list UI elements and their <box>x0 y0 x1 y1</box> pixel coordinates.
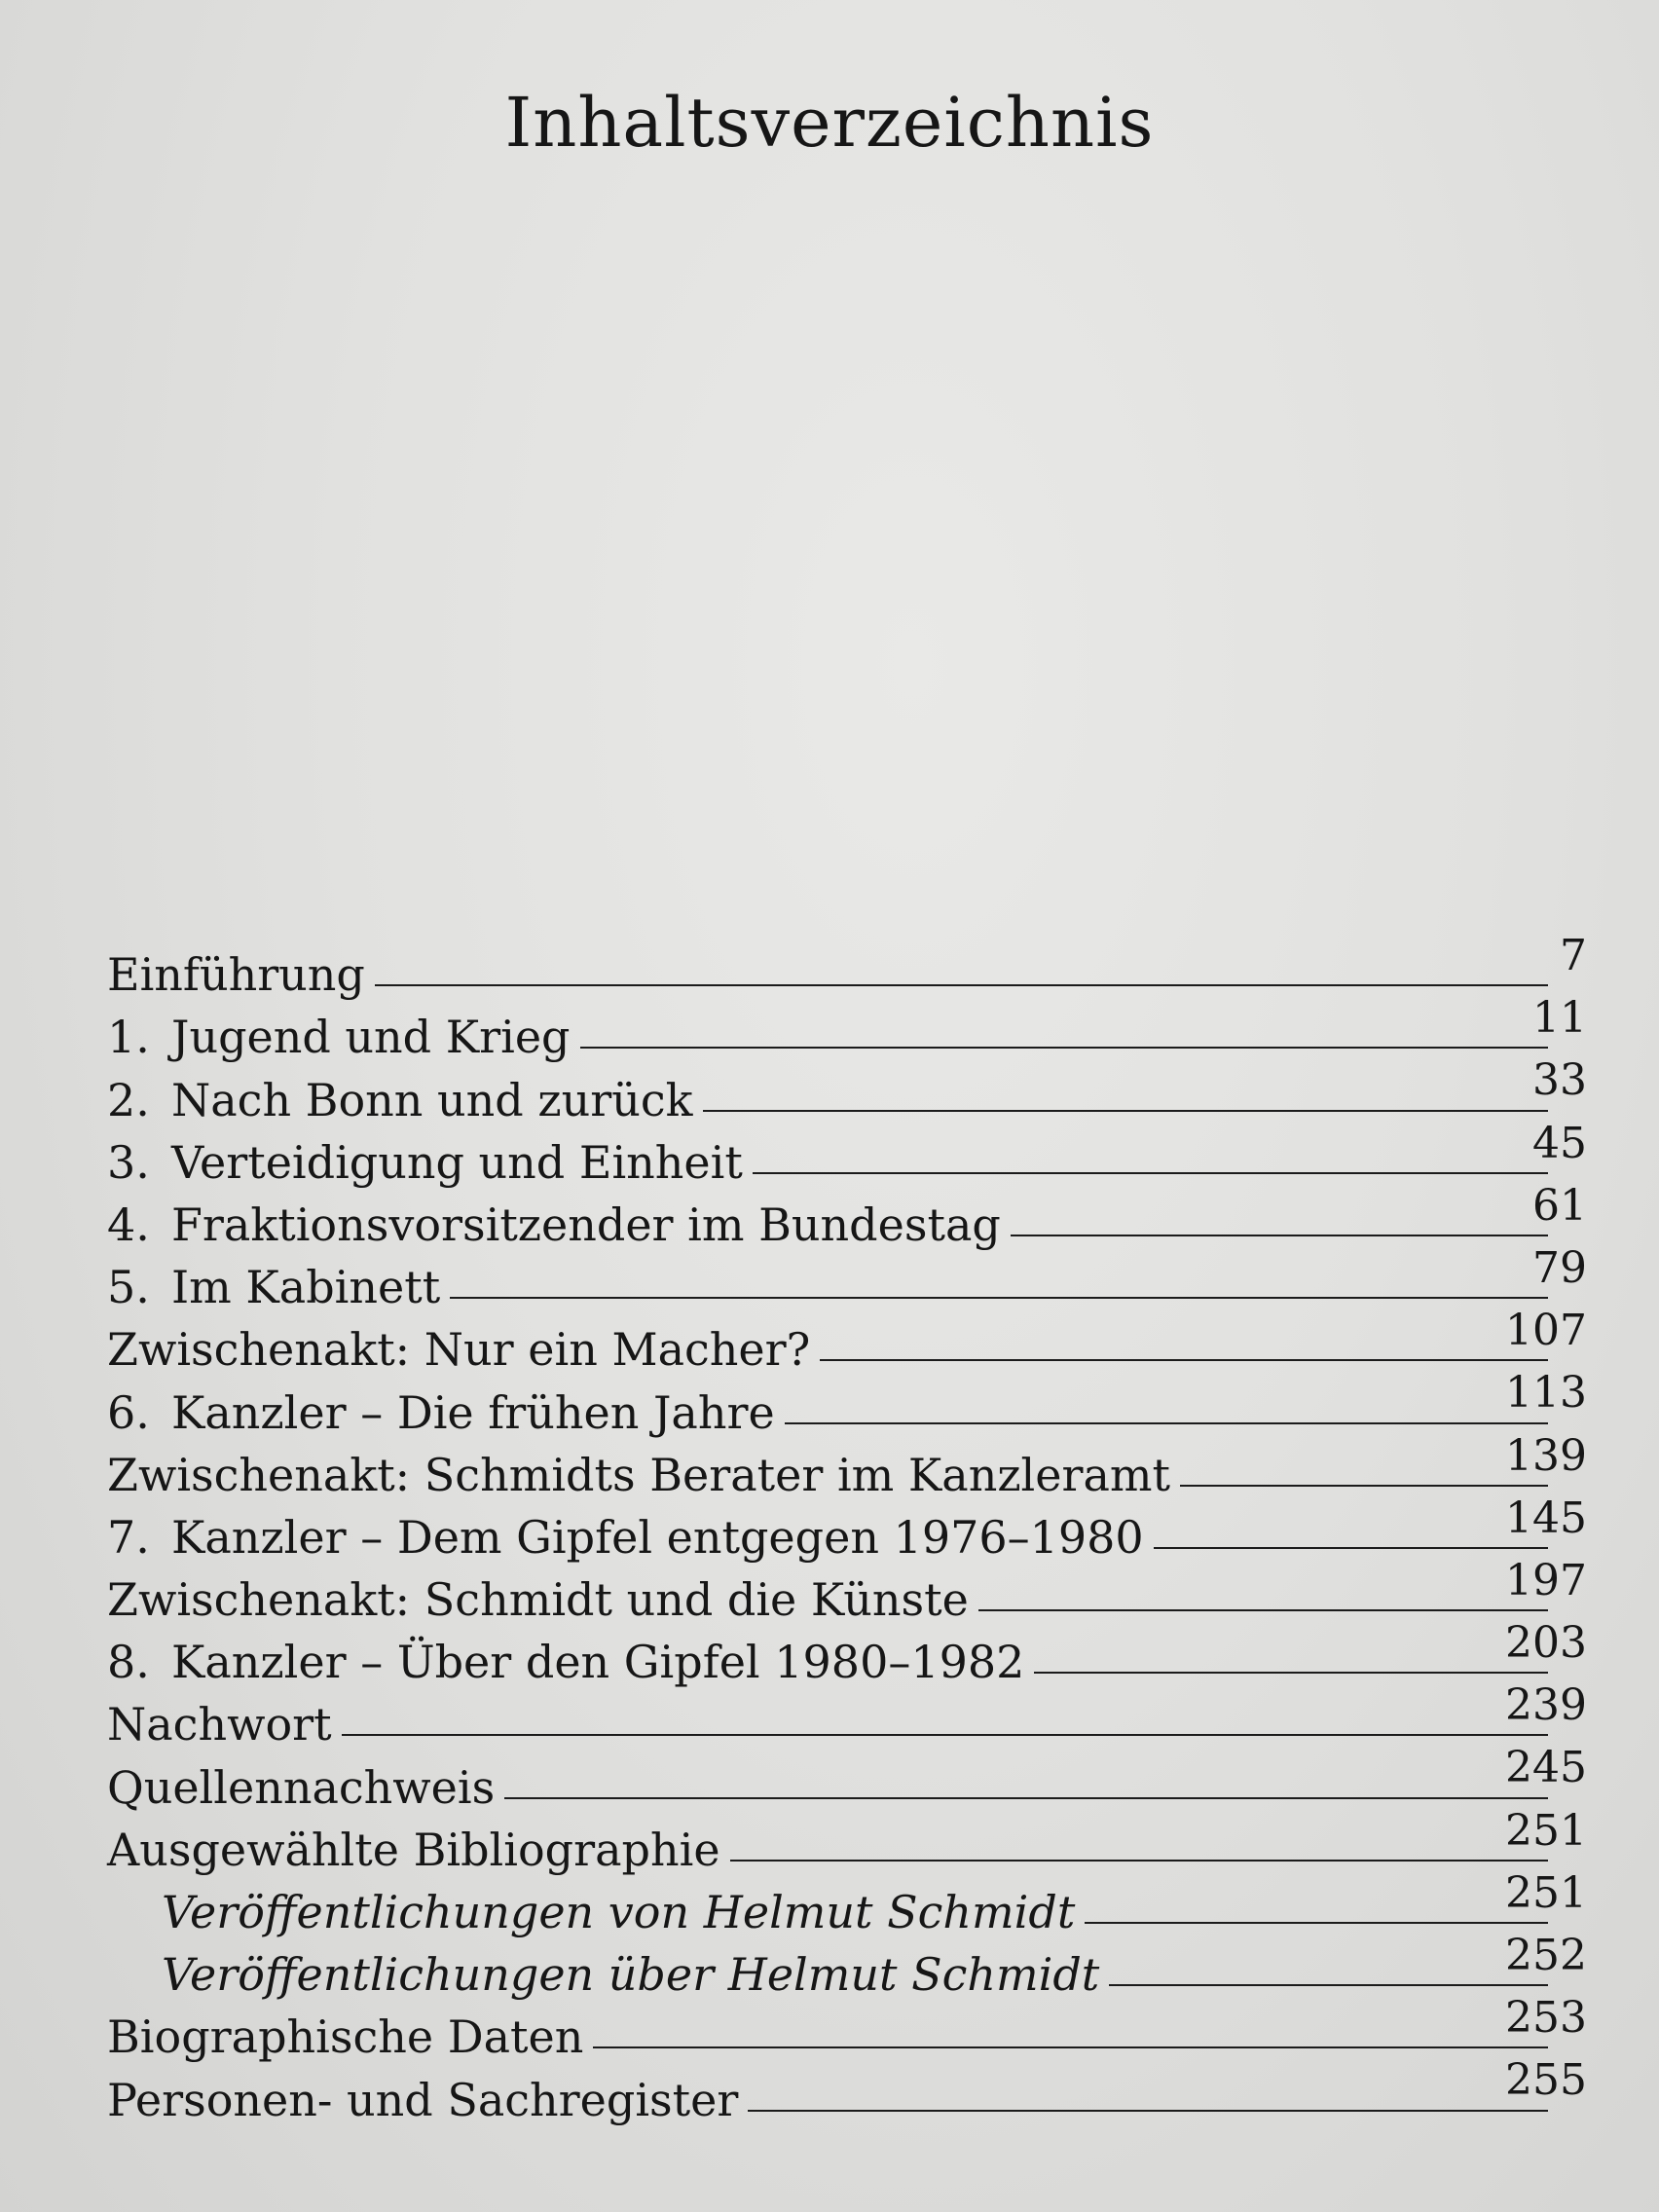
toc-leader-line <box>753 1172 1548 1174</box>
toc-entry <box>107 1242 1587 1314</box>
toc-entry <box>107 1055 1587 1126</box>
toc-entry-page: 251 <box>1505 1867 1587 1918</box>
toc-entry-page: 145 <box>1505 1493 1587 1543</box>
toc-entry-title: Fraktionsvorsitzender im Bundestag <box>171 1198 1001 1251</box>
toc-entry <box>107 1430 1587 1501</box>
toc-entry <box>107 1493 1587 1564</box>
toc-leader-line <box>580 1047 1549 1049</box>
toc-entry-page: 239 <box>1505 1680 1587 1731</box>
toc-entry-title: Quellennachweis <box>107 1760 496 1814</box>
toc-entry-title: Kanzler – Über den Gipfel 1980–1982 <box>171 1636 1025 1689</box>
toc-leader-line <box>820 1359 1548 1361</box>
toc-entry-page: 79 <box>1532 1242 1587 1293</box>
toc-entry-page: 245 <box>1505 1743 1587 1793</box>
toc-entry-title: Einführung <box>107 948 365 1002</box>
toc-entry-number: 7. <box>107 1510 150 1564</box>
toc-entry-title: Zwischenakt: Schmidt und die Künste <box>107 1573 969 1627</box>
toc-leader-line <box>730 1860 1548 1862</box>
toc-entry-title: Kanzler – Dem Gipfel entgegen 1976–1980 <box>171 1510 1144 1564</box>
toc-entry <box>107 1555 1587 1627</box>
toc-leader-line <box>1109 1984 1548 1986</box>
toc-entry-page: 45 <box>1532 1118 1587 1168</box>
toc-leader-line <box>593 2046 1548 2048</box>
toc-leader-line <box>703 1110 1549 1112</box>
toc-entry <box>107 1618 1587 1689</box>
toc-entry-title: Jugend und Krieg <box>171 1011 571 1064</box>
toc-entry-title: Nach Bonn und zurück <box>171 1073 693 1126</box>
toc-leader-line <box>342 1734 1548 1736</box>
toc-entry-title: Biographische Daten <box>107 2010 584 2064</box>
toc-list <box>107 931 1587 2126</box>
toc-entry-number: 3. <box>107 1135 150 1189</box>
toc-entry <box>107 1306 1587 1377</box>
toc-leader-line <box>1085 1922 1548 1924</box>
toc-leader-line <box>978 1609 1548 1611</box>
toc-entry-page: 255 <box>1505 2055 1587 2106</box>
toc-entry <box>107 1993 1587 2064</box>
toc-entry-page: 7 <box>1560 931 1587 980</box>
toc-entry-title: Im Kabinett <box>171 1261 441 1314</box>
toc-entry <box>107 1805 1587 1876</box>
toc-entry <box>107 993 1587 1064</box>
toc-entry-page: 203 <box>1505 1618 1587 1669</box>
toc-entry-title: Nachwort <box>107 1698 332 1751</box>
toc-entry-title: Veröffentlichungen von Helmut Schmidt <box>162 1886 1076 1938</box>
toc-leader-line <box>1011 1235 1548 1236</box>
toc-entry <box>107 1743 1587 1814</box>
toc-entry-title: Verteidigung und Einheit <box>171 1135 743 1189</box>
page-title: Inhaltsverzeichnis <box>504 82 1155 163</box>
toc-entry-title: Personen- und Sachregister <box>107 2073 739 2126</box>
toc-entry-number: 5. <box>107 1261 150 1314</box>
toc-entry-number: 4. <box>107 1198 150 1251</box>
toc-entry-title: Kanzler – Die frühen Jahre <box>171 1385 775 1439</box>
toc-entry-number: 8. <box>107 1636 150 1689</box>
toc-leader-line <box>785 1422 1548 1424</box>
toc-entry-title: Veröffentlichungen über Helmut Schmidt <box>162 1948 1100 2002</box>
toc-entry-page: 61 <box>1532 1180 1587 1231</box>
toc-leader-line <box>1180 1485 1548 1487</box>
toc-entry-page: 113 <box>1505 1368 1587 1419</box>
toc-leader-line <box>1154 1547 1548 1549</box>
toc-subentry <box>107 1867 1587 1938</box>
toc-subentry <box>107 1931 1587 2002</box>
toc-entry-number: 2. <box>107 1073 150 1126</box>
toc-entry-page: 33 <box>1532 1055 1587 1106</box>
toc-entry-page: 197 <box>1505 1555 1587 1605</box>
toc-leader-line <box>375 984 1548 986</box>
toc-entry-number: 1. <box>107 1011 150 1064</box>
toc-leader-line <box>504 1797 1548 1799</box>
toc-leader-line <box>450 1297 1548 1299</box>
toc-entry-title: Zwischenakt: Schmidts Berater im Kanzleramt <box>107 1448 1171 1501</box>
toc-entry-page: 251 <box>1505 1805 1587 1856</box>
toc-leader-line <box>748 2110 1548 2112</box>
toc-entry-number: 6. <box>107 1385 150 1439</box>
toc-entry-page: 107 <box>1505 1306 1587 1356</box>
toc-entry <box>107 1680 1587 1751</box>
toc-entry <box>107 1118 1587 1189</box>
toc-entry-page: 139 <box>1505 1430 1587 1481</box>
toc-entry <box>107 931 1587 1002</box>
toc-entry-title: Ausgewählte Bibliographie <box>107 1823 720 1876</box>
toc-entry-page: 252 <box>1505 1931 1587 1980</box>
toc-leader-line <box>1034 1672 1548 1674</box>
toc-entry <box>107 1368 1587 1439</box>
toc-entry <box>107 1180 1587 1251</box>
toc-entry <box>107 2055 1587 2126</box>
toc-entry-page: 11 <box>1532 993 1587 1044</box>
toc-entry-page: 253 <box>1505 1993 1587 2044</box>
toc-entry-title: Zwischenakt: Nur ein Macher? <box>107 1323 811 1377</box>
